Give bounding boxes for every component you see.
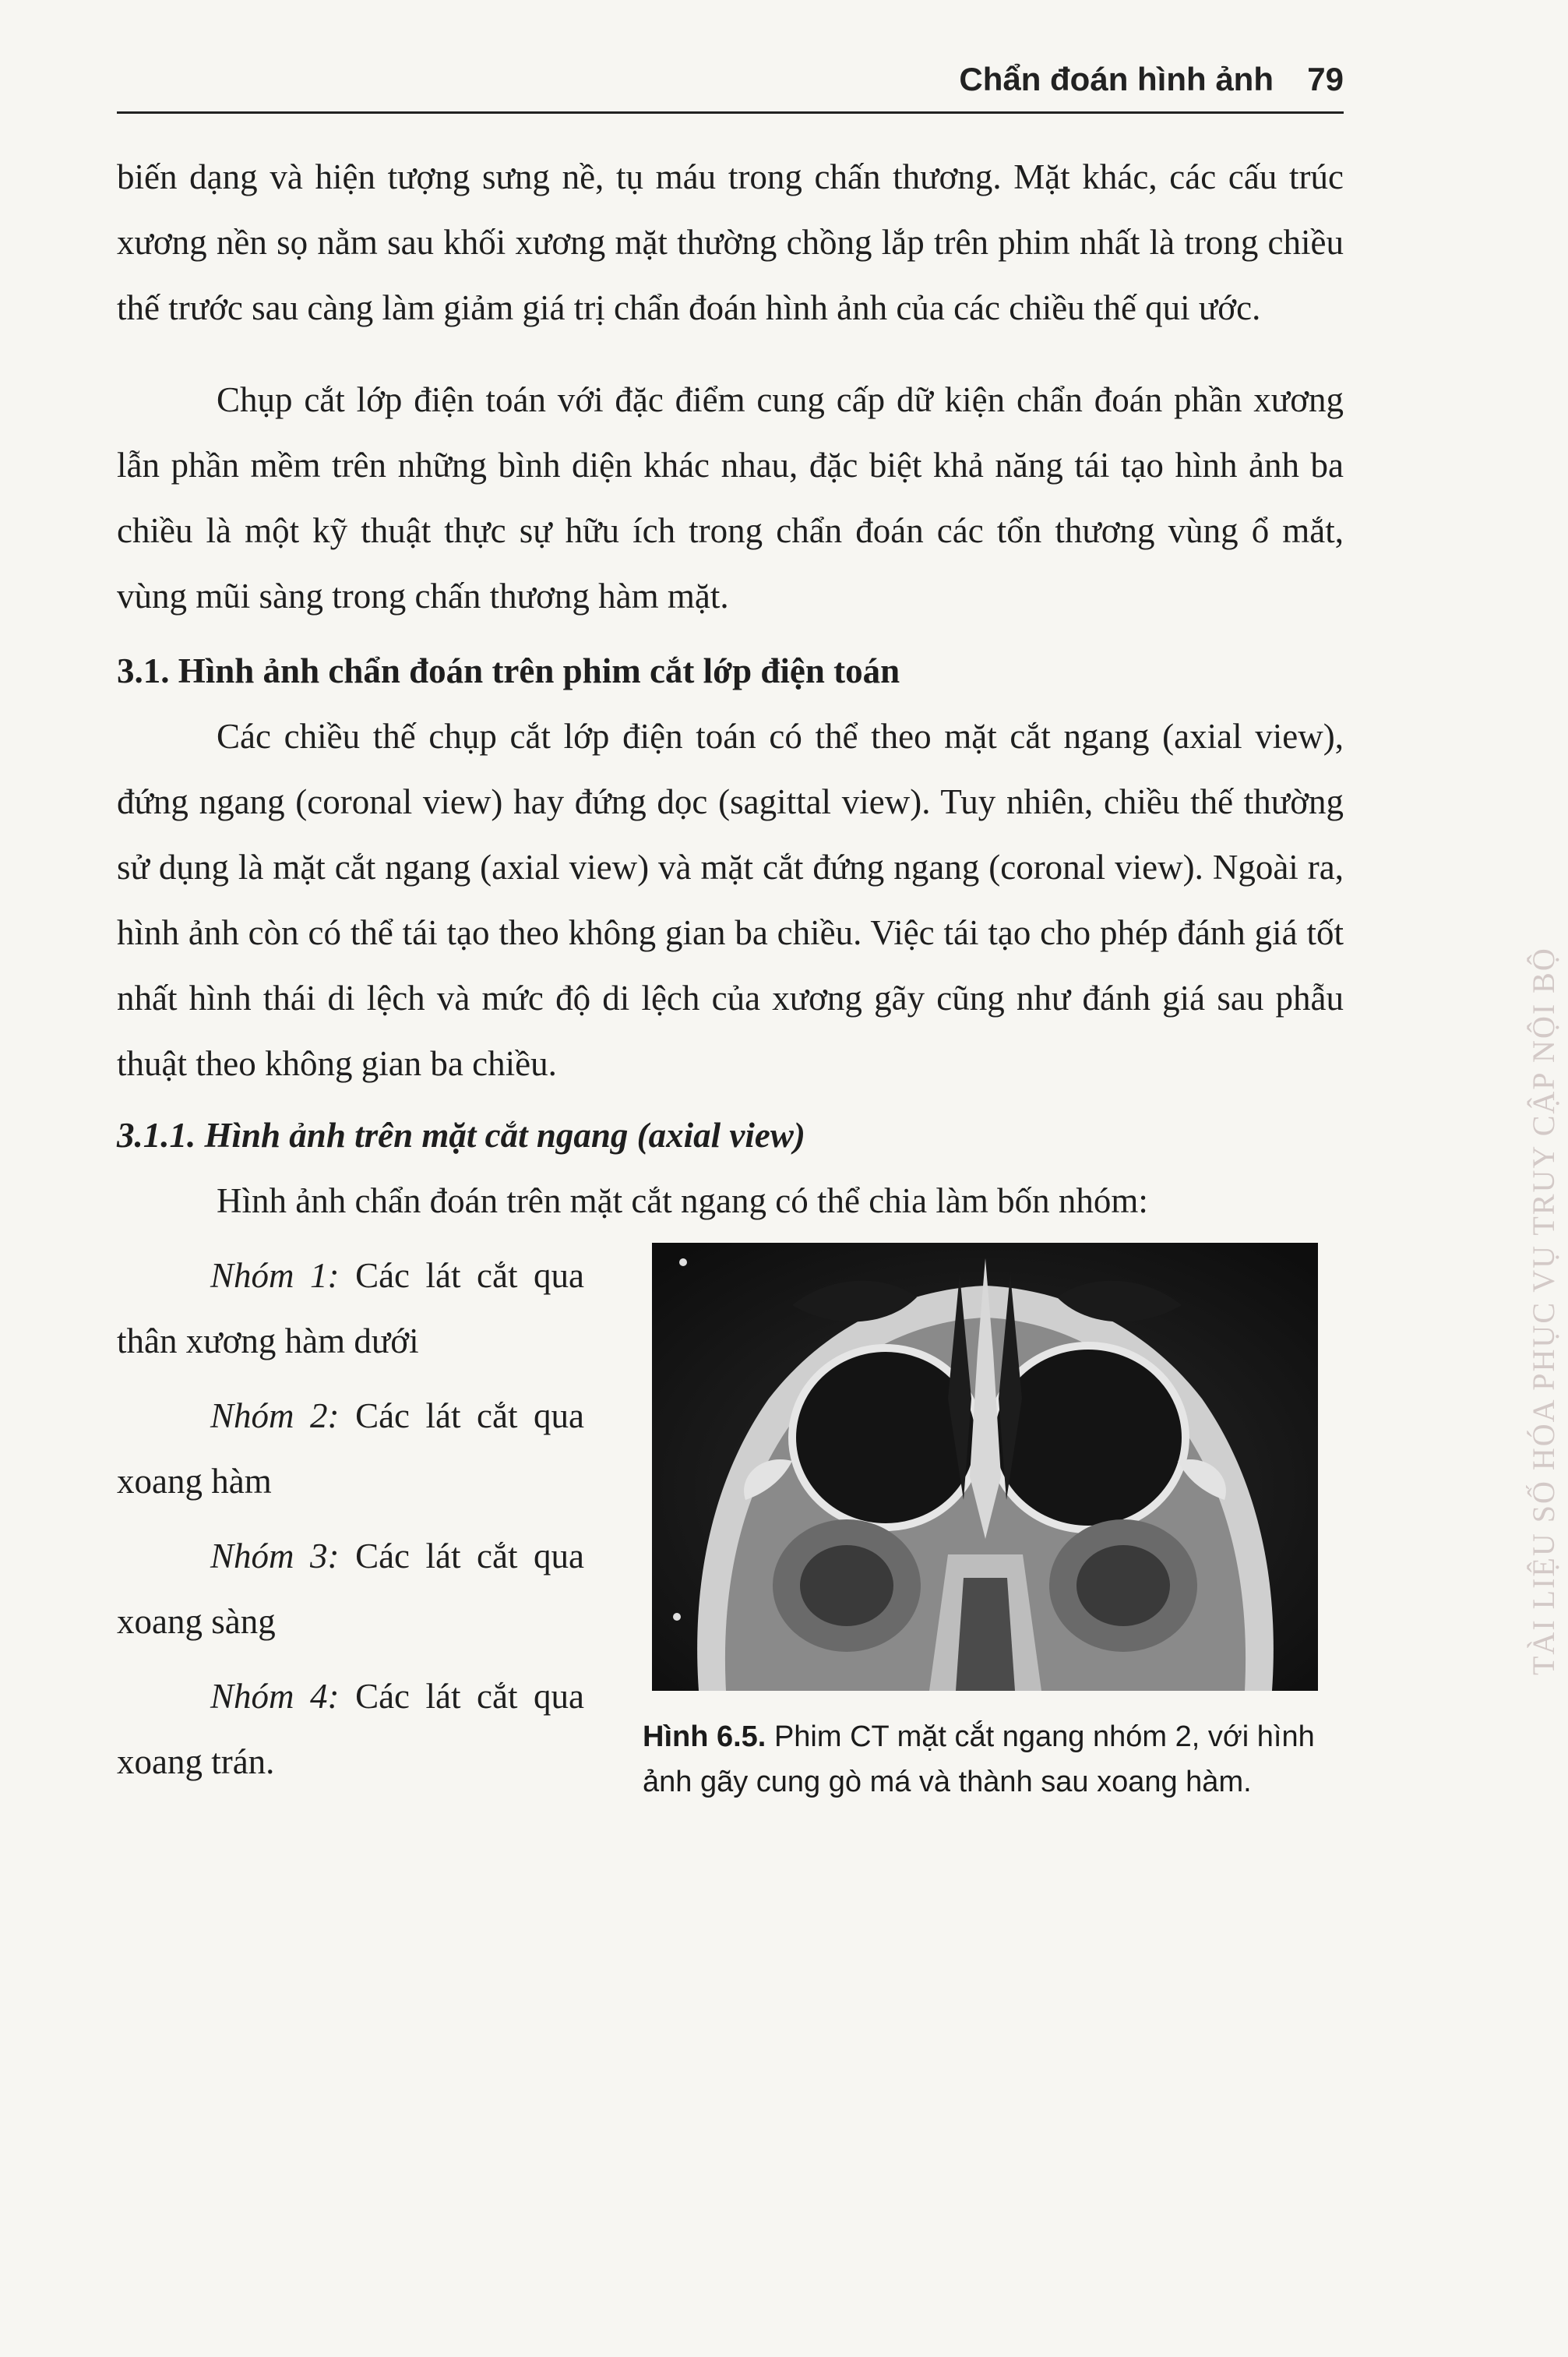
group-label: Nhóm 4:: [210, 1677, 340, 1716]
caption-text: Phim CT mặt cắt ngang nhóm 2, với hình ảnh gãy cung gò má và thành sau xoang hàm.: [643, 1720, 1315, 1798]
section-heading: 3.1. Hình ảnh chẩn đoán trên phim cắt lớp điện toán: [117, 651, 900, 690]
list-item: [117, 1664, 584, 1794]
list-item: [117, 1243, 584, 1374]
paragraph: biến dạng và hiện tượng sưng nề, tụ máu trong chấn thương. Mặt khác, các cấu trúc xương nền sọ nằm sau khối xương mặt thường chồng lắp trên phim nhất là trong chiều thế trước sau càng làm giảm giá trị chẩn đoán hình ảnh của các chiều thế qui ước.: [117, 157, 1344, 327]
group-label: Nhóm 3:: [210, 1537, 340, 1575]
figure-caption: [643, 1714, 1344, 1805]
paragraph: Hình ảnh chẩn đoán trên mặt cắt ngang có thể chia làm bốn nhóm:: [217, 1181, 1148, 1220]
group-text: Các lát cắt qua xoang hàm: [117, 1396, 584, 1501]
subsection-heading: 3.1.1. Hình ảnh trên mặt cắt ngang (axial view): [117, 1116, 805, 1155]
list-item: [117, 1383, 584, 1514]
page-body: [117, 144, 1344, 1882]
group-label: Nhóm 1:: [210, 1256, 340, 1295]
groups-and-figure: [117, 1243, 1344, 1882]
group-label: Nhóm 2:: [210, 1396, 340, 1435]
page-header: [117, 53, 1344, 114]
running-title: Chẩn đoán hình ảnh: [959, 61, 1274, 97]
group-text: Các lát cắt qua thân xương hàm dưới: [117, 1256, 584, 1360]
page-number: 79: [1307, 61, 1344, 97]
ct-scan-image: [652, 1243, 1318, 1691]
paragraph: Các chiều thế chụp cắt lớp điện toán có thể theo mặt cắt ngang (axial view), đứng ngang (coronal view) hay đứng dọc (sagittal view). Tuy nhiên, chiều thế thường sử dụng là mặt cắt ngang (axial view) và mặt cắt đứng ngang (coronal view). Ngoài ra, hình ảnh còn có thể tái tạo theo không gian ba chiều. Việc tái tạo cho phép đánh giá tốt nhất hình thái di lệch và mức độ di lệch của xương gãy cũng như đánh giá sau phẫu thuật theo không gian ba chiều.: [117, 717, 1344, 1083]
watermark: TÀI LIỆU SỐ HÓA PHỤC VỤ TRUY CẬP NỘI BỘ: [1526, 947, 1561, 1675]
list-item: [117, 1523, 584, 1654]
group-text: Các lát cắt qua xoang trán.: [117, 1677, 584, 1781]
group-text: Các lát cắt qua xoang sàng: [117, 1537, 584, 1641]
figure: [643, 1243, 1344, 1805]
paragraph: Chụp cắt lớp điện toán với đặc điểm cung cấp dữ kiện chẩn đoán phần xương lẫn phần mềm trên những bình diện khác nhau, đặc biệt khả năng tái tạo hình ảnh ba chiều là một kỹ thuật thực sự hữu ích trong chẩn đoán các tổn thương vùng ổ mắt, vùng mũi sàng trong chấn thương hàm mặt.: [117, 380, 1344, 616]
caption-label: Hình 6.5.: [643, 1720, 766, 1753]
group-list: [117, 1243, 584, 1804]
